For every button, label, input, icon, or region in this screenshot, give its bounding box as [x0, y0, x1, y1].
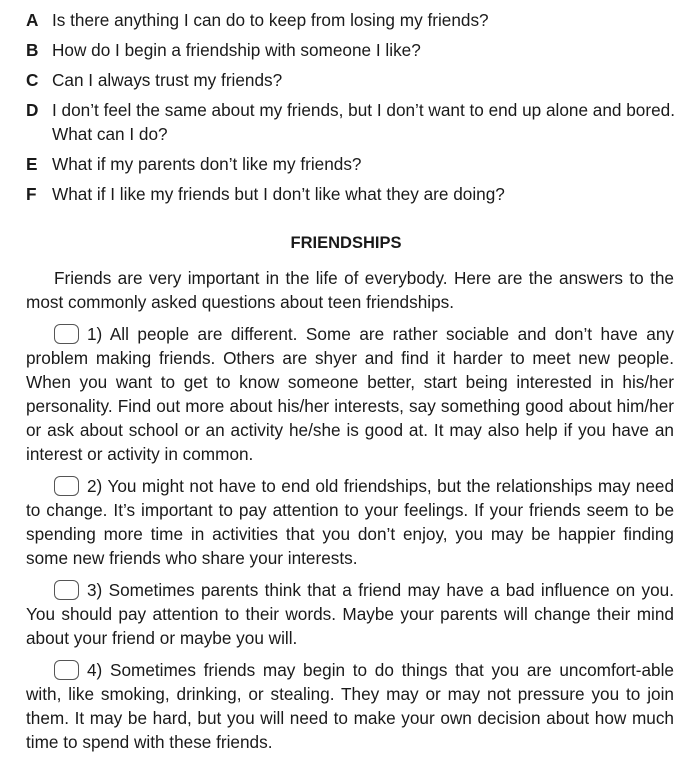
answer-box[interactable]	[54, 476, 79, 496]
question-text: Can I always trust my friends?	[52, 70, 283, 90]
question-letter: F	[26, 184, 37, 204]
question-item	[26, 8, 686, 32]
answer-number: 4)	[87, 660, 103, 680]
answer-box[interactable]	[54, 324, 79, 344]
question-letter: A	[26, 10, 39, 30]
answer-paragraph	[26, 322, 674, 466]
question-text: Is there anything I can do to keep from losing my friends?	[52, 10, 489, 30]
question-text: How do I begin a friendship with someone I like?	[52, 40, 421, 60]
question-letter: D	[26, 100, 39, 120]
question-item	[26, 182, 686, 206]
answer-text: Sometimes friends may begin to do things that you are uncomfort-able with, like smoking, drinking, or stealing. They may or may not pressure you to join them. It may be hard, but you will need to make your own decision about how much time to spend with these friends.	[26, 660, 674, 752]
question-item	[26, 38, 686, 62]
answer-paragraph	[26, 658, 674, 754]
article-title: FRIENDSHIPS	[290, 234, 402, 252]
question-letter: E	[26, 154, 38, 174]
question-text: I don’t feel the same about my friends, but I don’t want to end up alone and bored. What can I do?	[52, 100, 675, 144]
answer-text: Sometimes parents think that a friend may have a bad influence on you. You should pay attention to their words. Maybe your parents will change their mind about your friend or maybe you will.	[26, 580, 674, 648]
question-letter: B	[26, 40, 39, 60]
answer-text: You might not have to end old friendships, but the relationships may need to change. It’s important to pay attention to your feelings. If your friends seem to be spending more time in activities that you don’t enjoy, you may be happier finding some new friends who share your interests.	[26, 476, 674, 568]
answer-box[interactable]	[54, 660, 79, 680]
question-text: What if my parents don’t like my friends?	[52, 154, 362, 174]
answer-text: All people are different. Some are rather sociable and don’t have any problem making friends. Others are shyer and find it harder to meet new people. When you want to get to know someone better, start being interested in his/her personality. Find out more about his/her interests, say something good about him/her or ask about school or an activity he/she is good at. It may also help if you have an interest or activity in common.	[26, 324, 674, 464]
answer-paragraph	[26, 474, 674, 570]
answer-box[interactable]	[54, 580, 79, 600]
question-item	[26, 152, 686, 176]
intro-paragraph: Friends are very important in the life of everybody. Here are the answers to the most commonly asked questions about teen friendships.	[26, 268, 674, 312]
answer-paragraph	[26, 578, 674, 650]
article-body	[26, 266, 674, 762]
answer-number: 3)	[87, 580, 103, 600]
answer-number: 2)	[87, 476, 103, 496]
question-item	[26, 98, 686, 146]
question-text: What if I like my friends but I don’t like what they are doing?	[52, 184, 505, 204]
question-item	[26, 68, 686, 92]
question-letter: C	[26, 70, 39, 90]
question-list	[26, 8, 686, 212]
answer-number: 1)	[87, 324, 103, 344]
